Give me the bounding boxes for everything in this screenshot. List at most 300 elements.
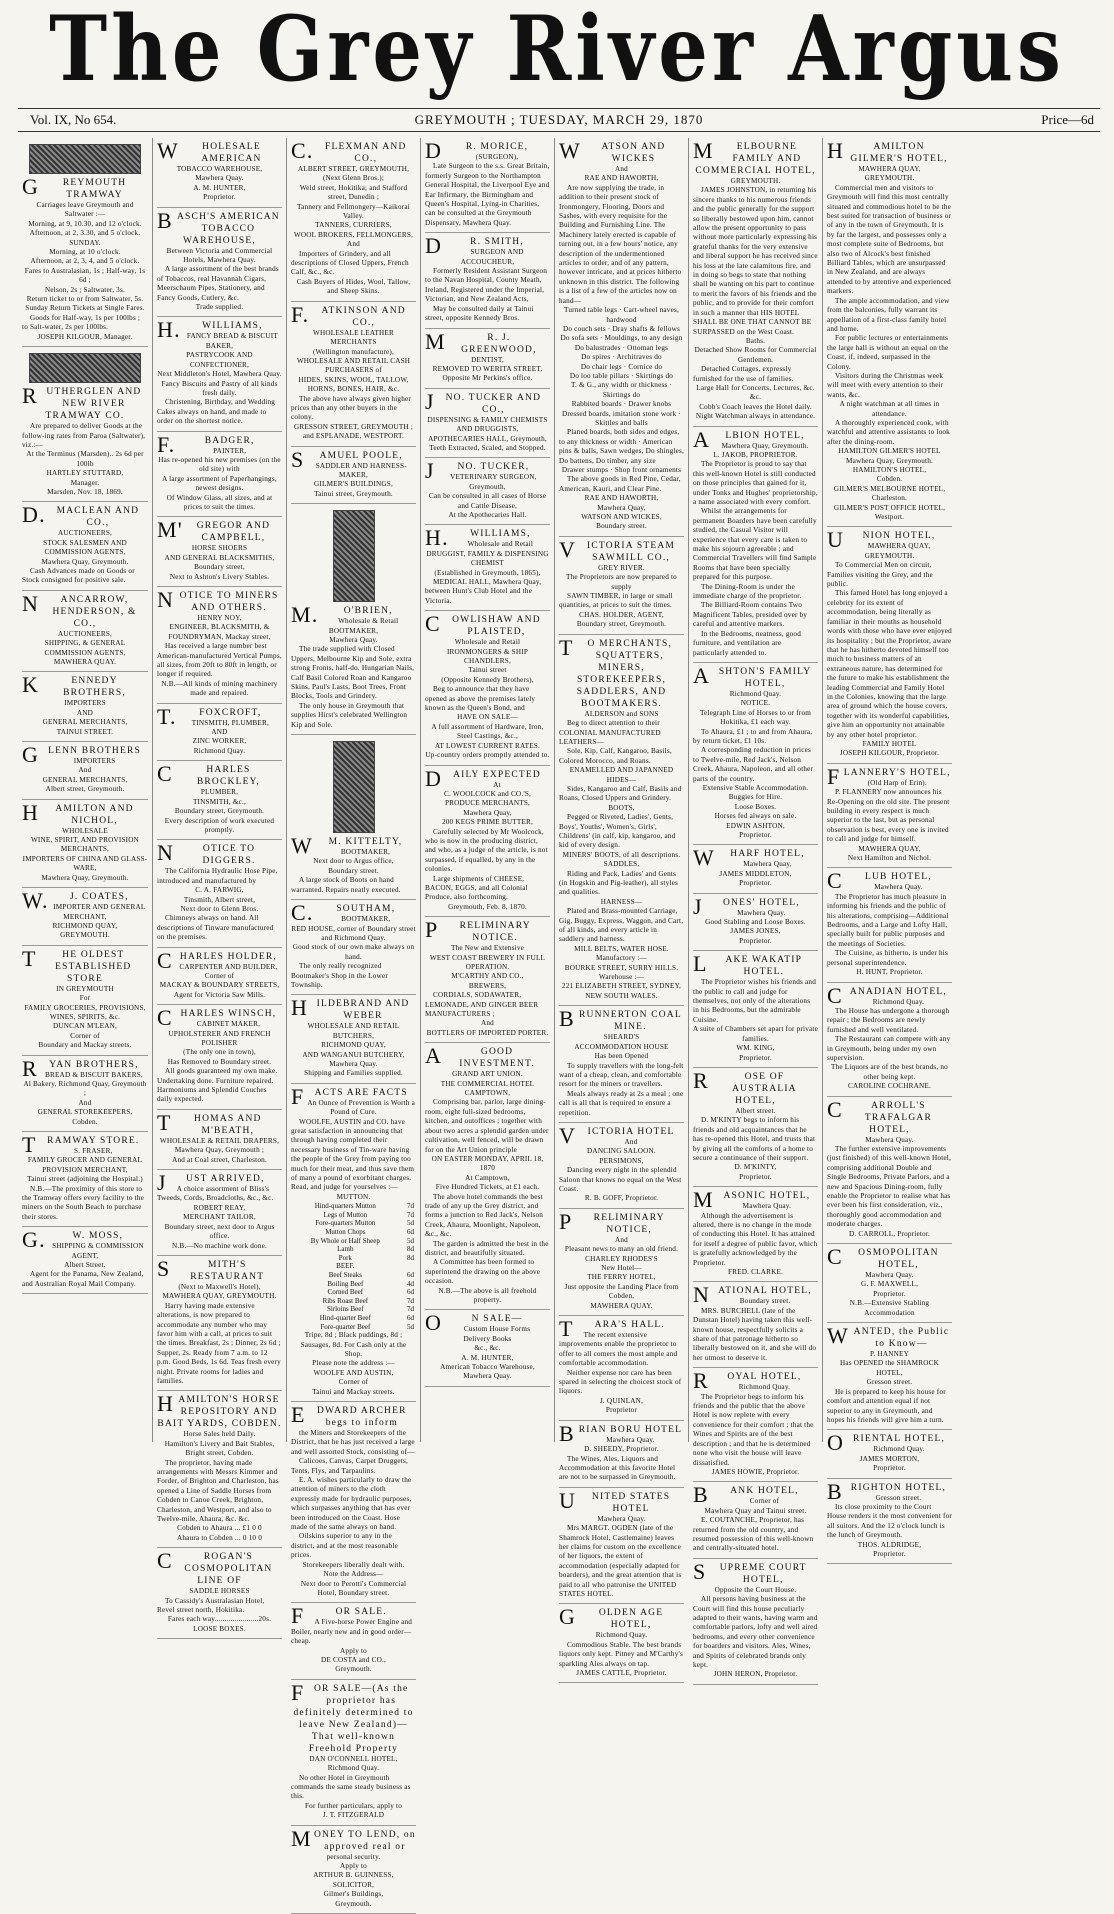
advertisement-text: The above hotel commands the best trade of any up the Grey district, and forms a junction to Red Jack's, Nelson Creek, Ahaura, Moonlight, Napoleon, &c., &c. bbox=[425, 1192, 544, 1239]
advertisement-heading: WHARF HOTEL, bbox=[693, 845, 805, 871]
advertisement-text: Has OPENED the SHAMROCK HOTEL, bbox=[839, 1359, 940, 1377]
advertisement-heading: TARA'S HALL. bbox=[559, 1316, 665, 1342]
advertisement-text: Sunday Return Tickets at Single Fares. bbox=[25, 304, 145, 313]
advertisement-text: The Proprietor begs to inform his friends and the public that the above Hotel is now replete with every convenience for their comfort ; that the Wines and Spirits are of the best description ; and that he is determined none who visit the house will leave dissatisfied. bbox=[693, 1392, 814, 1467]
advertisement-text: A corresponding reduction in prices to Twelve-mile, Red Jack's, Nelson Creek, Ahaura, Napoleon, and all other parts of the country. bbox=[693, 746, 814, 783]
advertisement-text: Al Bakery, Richmond Quay, Greymouth ; bbox=[23, 1079, 147, 1098]
advertisement-text: At Camptown, bbox=[465, 1173, 510, 1182]
advertisement bbox=[157, 317, 282, 431]
advertisement-text: SHIPPING, & GENERAL COMMISSION AGENTS, bbox=[44, 639, 126, 657]
advertisement-text: (SURGEON), bbox=[475, 153, 519, 161]
advertisement bbox=[693, 1368, 818, 1482]
advertisement bbox=[693, 1282, 818, 1368]
advertisement-text: the Miners and Storekeepers of the District, that he has just received a large and well assorted Stock, consisting of— bbox=[291, 1429, 415, 1456]
advertisement bbox=[559, 1209, 684, 1316]
column-5 bbox=[554, 138, 688, 1677]
advertisement-heading: THOMAS AND M'BEATH, bbox=[157, 1109, 262, 1136]
price-row bbox=[291, 1305, 416, 1314]
advertisement-text: Large shipments of CHEESE, BACON, EGGS, and all Colonial Produce, also forthcoming. bbox=[425, 874, 528, 902]
advertisement bbox=[157, 704, 282, 762]
advertisement-text: Tainui street (adjoining the Hospital.) bbox=[27, 1175, 143, 1184]
advertisement-text: NOTICE. bbox=[740, 699, 771, 708]
price-item: BEEF. bbox=[336, 1262, 355, 1271]
advertisement-text: WHOLESALE AND RETAIL BUTCHERS, bbox=[307, 1022, 400, 1040]
price-row bbox=[291, 1323, 416, 1332]
advertisement-heading: C.FLEXMAN AND CO., bbox=[291, 138, 407, 164]
advertisement-text: Next door to Glenn Bros. bbox=[180, 904, 259, 913]
advertisement-text: C. WOOLCOCK and CO.'S, bbox=[443, 789, 532, 798]
advertisement-text: ENAMELLED AND JAPANNED HIDES— bbox=[569, 766, 674, 784]
advertisement-text: The further extensive improvements (just finished) of this well-known Hotel, comprising additional Double and Single Bedrooms, Private Parlors, and a new and Spacious Dining-room, fully enable the Proprietor to realise what has ever been his first consideration, viz., thoroughly good accommodation and moderate charges. bbox=[827, 1144, 951, 1229]
advertisement-text: Horses fed always on sale. bbox=[714, 812, 797, 821]
advertisement-text: (Established in Greymouth, 1865), bbox=[434, 568, 541, 577]
advertisement-text: Turned table legs · Cart-wheel naves, hardwood bbox=[564, 306, 679, 324]
advertisement-text: TANNERS, CURRIERS, bbox=[315, 221, 392, 230]
advertisement-heading: DAILY EXPECTED bbox=[425, 765, 541, 791]
advertisement-text: PERSIMONS, bbox=[599, 1156, 644, 1165]
advertisement-heading: JNO. TUCKER AND CO., bbox=[425, 388, 542, 415]
advertisement-text: JOSEPH KILGOUR, Manager. bbox=[37, 332, 133, 341]
advertisement-text: May be consulted daily at Tainui street, opposite Kennedy Bros. bbox=[425, 304, 534, 323]
price-item: Pork bbox=[338, 1253, 352, 1262]
price-row bbox=[291, 1254, 416, 1263]
advertisement-heading: CANADIAN HOTEL, bbox=[827, 982, 947, 1008]
advertisement-text: Next to Ashton's Livery Stables. bbox=[169, 572, 270, 581]
advertisement-heading: NATIONAL HOTEL, bbox=[693, 1282, 812, 1308]
price-value: 6d bbox=[407, 1271, 414, 1279]
advertisement-text: To Cassidy's Australasian Hotel, Revel street north, Hokitika. bbox=[157, 1596, 265, 1615]
advertisement bbox=[291, 302, 416, 447]
price-item: Fore-quarters Mutton bbox=[315, 1219, 376, 1228]
advertisement bbox=[559, 138, 684, 537]
advertisement bbox=[291, 1680, 416, 1826]
advertisement-text: EDWIN ASHTON, bbox=[726, 821, 785, 830]
advertisement bbox=[157, 208, 282, 318]
advertisement-text: Tannery and Fellmongery—Kaikorai Valley. bbox=[297, 202, 410, 221]
column-2 bbox=[152, 138, 286, 1633]
advertisement-text: R. B. GOFF, Proprietor. bbox=[584, 1194, 659, 1203]
column-7 bbox=[822, 138, 956, 1558]
advertisement-heading: FACTS ARE FACTS bbox=[291, 1083, 408, 1109]
advertisement-text: JOHN HERON, Proprietor. bbox=[713, 1670, 798, 1679]
advertisement bbox=[425, 611, 550, 765]
advertisement-text: MINERS' BOOTS, of all descriptions. bbox=[562, 850, 681, 859]
advertisement-heading: JONES' HOTEL, bbox=[693, 893, 800, 919]
advertisement-text: Commercial men and visitors to Greymouth will find this most centrally situated and commodious hotel to be the best suited for transaction of business or of any in the town of Greymouth. It is by far the largest, and possesses only a most complete suite of Bedrooms, but also two of Alcock's best finished Billiard Tables, which are unsurpassed in New Zealand, and are always attended to by attentive and experienced markers. bbox=[827, 183, 952, 296]
advertisement-heading: THE OLDEST ESTABLISHED STORE bbox=[22, 945, 132, 984]
price-row bbox=[291, 1280, 416, 1289]
advertisement bbox=[157, 1110, 282, 1170]
advertisement-text: SADDLE HORSES bbox=[189, 1587, 250, 1596]
advertisement-text: Opposite Mr Perkins's office. bbox=[442, 374, 533, 383]
advertisement-text: ZINC WORKER, bbox=[192, 737, 247, 746]
advertisement-text: Westport. bbox=[874, 513, 905, 522]
advertisement-text: Pegged or Riveted, Ladies', Gents, Boys', Youths', Women's, Girls', Childrens' (in calf, kip, kangaroo, and kid of every design. bbox=[559, 813, 676, 850]
advertisement-text: JAMES MORTON, bbox=[859, 1454, 920, 1463]
advertisement bbox=[559, 1316, 684, 1421]
advertisement-text: Mawhera Quay, Greymouth. bbox=[41, 873, 129, 882]
advertisement-text: American Tobacco Warehouse, bbox=[440, 1363, 535, 1372]
advertisement-text: At bbox=[493, 780, 501, 789]
advertisement-text: DISPENSING & FAMILY CHEMISTS AND DRUGGISTS, bbox=[427, 415, 548, 434]
advertisement bbox=[22, 946, 148, 1056]
advertisement bbox=[827, 983, 952, 1097]
advertisement-text: Richmond Quay. bbox=[729, 689, 782, 698]
advertisement-text: IRONMONGERS & SHIP CHANDLERS, bbox=[446, 647, 529, 666]
price-value: 8d bbox=[407, 1245, 414, 1254]
advertisement-text: FAMILY GROCERIES, PROVISIONS, WINES, SPIRITS, &c. bbox=[24, 1003, 146, 1021]
advertisement-text: JAMES CATTLE, Proprietor. bbox=[576, 1669, 667, 1677]
advertisement-text: AUCTIONEERS, bbox=[57, 629, 113, 638]
advertisement-text: Albert street. bbox=[735, 1106, 776, 1115]
advertisement-text: Agent for the Panama, New Zealand, and Australian Royal Mail Company. bbox=[22, 1270, 144, 1288]
advertisement-text: Beg to announce that they have opened as above the premises lately known as the Queen's Bond, and bbox=[425, 685, 536, 713]
advertisement-text: TAINUI STREET. bbox=[56, 727, 114, 736]
advertisement-text: Drawer stumps · Shop front ornaments bbox=[561, 466, 682, 474]
advertisement-text: A choice assortment of Bliss's Tweeds, Cords, Broadcloths, &c., &c. bbox=[157, 1185, 274, 1203]
advertisement bbox=[559, 1123, 684, 1209]
advertisement-text: TINSMITH, PLUMBER, bbox=[191, 718, 269, 727]
advertisement-text: Richmond Quay. bbox=[873, 1445, 925, 1454]
advertisement-text: MAWHERA QUAY. bbox=[53, 658, 117, 666]
advertisement-text: Visitors during the Christmas week will meet with every attention to their wants, &c. bbox=[827, 371, 944, 399]
advertisement-text: SHIPPING & COMMISSION AGENT, bbox=[52, 1242, 144, 1260]
advertisement-heading: VICTORIA STEAM SAWMILL CO., bbox=[559, 536, 676, 563]
advertisement-heading: ASHTON'S FAMILY HOTEL, bbox=[693, 662, 812, 689]
advertisement-text: Storekeepers liberally dealt with. bbox=[302, 1560, 405, 1569]
advertisement-text: To Ahaura, £1 ; to and from Ahaura, by return ticket, £1 10s. bbox=[693, 727, 813, 745]
advertisement-text: Beg to direct attention to their COLONIAL MANUFACTURED LEATHERS— bbox=[559, 719, 661, 746]
advertisement-text: Has re-opened his new premises (on the old site) with bbox=[158, 455, 281, 474]
advertisement bbox=[22, 1132, 148, 1227]
advertisement-text: BOOTMAKER, bbox=[328, 626, 379, 635]
advertisement-text: Sole, Kip, Calf, Kangaroo, Basils, Colored Morocco, and Roans. bbox=[559, 747, 672, 765]
advertisement bbox=[291, 900, 416, 995]
advertisement-text: Cobden. bbox=[876, 475, 903, 484]
advertisement-text: 200 KEGS PRIME BUTTER, bbox=[441, 818, 534, 827]
price-item: Fore-quarter Beef bbox=[320, 1322, 371, 1331]
advertisement-heading: FOR SALE. bbox=[291, 1603, 387, 1629]
advertisement-text: Next Middleton's Hotel, Mawhera Quay. bbox=[157, 370, 282, 379]
advertisement-heading: FOR SALE—(As the proprietor has definitely determined to leave New Zealand)—That well-known Freehold Property bbox=[291, 1679, 414, 1754]
price-value bbox=[400, 1262, 416, 1271]
advertisement-heading: CHARLES BROCKLEY, bbox=[157, 761, 261, 788]
advertisement-text: DUNCAN M'LEAN, bbox=[53, 1022, 117, 1031]
advertisement-text: HORSE SHOERS bbox=[191, 544, 248, 553]
advertisement-text: Can be consulted in all cases of Horse and Cattle Disease, bbox=[428, 492, 547, 510]
advertisement-text: JAMES HOWIE, Proprietor. bbox=[711, 1467, 800, 1476]
advertisement-text: Corner of bbox=[70, 1031, 100, 1040]
advertisement-text: For public lectures or entertainments the large hall is without an equal on the Coast, if, indeed, surpassed in the Colony. bbox=[827, 334, 949, 371]
advertisement-text: To Commercial Men on circuit, Families visiting the Grey, and the public. bbox=[827, 561, 933, 589]
advertisement-text: Richmond Quay. bbox=[193, 746, 246, 755]
advertisement-heading: RUTHERGLEN AND NEW RIVER TRAMWAY CO. bbox=[22, 383, 142, 422]
advertisement-text: JAMES JOHNSTON, in returning his sincere thanks to his numerous friends and the public generally for the support so liberally bestowed upon him, cannot allow the present opportunity to pass without more particularly expressing his grateful thanks for the very extensive and liberal support he has received since his loss at the late calamitous fire, and in doing so begs to state that nothing shall be wanting on his part to continue to merit the favors of his friends and the public, and to provide for their comfort in such a manner that HIS HOTEL SHALL BE ONE THAT CANNOT BE SURPASSED on the West Coast. bbox=[693, 186, 818, 336]
advertisement-text: P. HANNEY bbox=[870, 1350, 909, 1359]
advertisement-text: Carriages leave Greymouth and Saltwater :— bbox=[36, 201, 134, 219]
advertisement-text: MILL BELTS, WATER HOSE. bbox=[574, 944, 669, 953]
advertisement-text: No other Hotel in Greymouth commands the same steady business as this. bbox=[291, 1773, 411, 1801]
advertisement-text: IMPORTER AND GENERAL MERCHANT, bbox=[53, 903, 146, 921]
advertisement-text: MUTTON. bbox=[336, 1192, 371, 1201]
advertisement-text: IMPORTERS bbox=[73, 757, 116, 766]
advertisement bbox=[22, 672, 148, 742]
advertisement-text: Opposite the Court House. bbox=[714, 1585, 797, 1594]
advertisement-heading: W.J. COATES, bbox=[22, 888, 129, 914]
advertisement-text: GILMER'S POST OFFICE HOTEL, bbox=[833, 503, 946, 512]
advertisement-text: Morning, at 9, 10.30, and 12 o'clock. bbox=[28, 219, 142, 228]
advertisement-text: Has been Opened bbox=[594, 1052, 649, 1061]
advertisement-text: BOOTS, bbox=[608, 803, 635, 812]
advertisement-text: Trade supplied. bbox=[195, 303, 244, 312]
advertisement-text: Gresson street. bbox=[866, 1378, 913, 1387]
advertisement-heading: BRIGHTON HOTEL, bbox=[827, 1478, 947, 1504]
advertisement-text: (Old Harp of Erin). bbox=[867, 778, 927, 787]
advertisement-text: FRED. CLARKE. bbox=[727, 1268, 784, 1276]
advertisement-heading: HAMILTON'S HORSE REPOSITORY AND BAIT YARDS, COBDEN. bbox=[157, 1391, 282, 1430]
advertisement-text: Oilskins superior to any in the district, and at the most reasonable prices. bbox=[291, 1532, 398, 1560]
advertisement-text: The above goods in Red Pine, Cedar, American, Kauri, and Clear Pine. bbox=[559, 475, 681, 493]
advertisement-heading: DR. MORICE, bbox=[425, 138, 529, 163]
advertisement-text: N.B.—The above is all freehold property. bbox=[438, 1286, 537, 1304]
advertisement bbox=[425, 329, 550, 389]
advertisement-text: personal security. bbox=[326, 1852, 381, 1861]
advertisement-text: Proprietor. bbox=[873, 1289, 906, 1298]
advertisement-text: REMOVED TO WERITA STREET, bbox=[432, 364, 543, 373]
advertisement-text: Next door to Perotti's Commercial Hotel, Boundary street. bbox=[300, 1579, 407, 1597]
advertisement-text: The recent extensive improvements enable the proprietor to offer to all comers the most ample and comfortable accommodation. bbox=[559, 1331, 678, 1368]
advertisement-text: WOOLFE AND AUSTIN, bbox=[313, 1368, 394, 1377]
advertisement-text: Mawhera Quay, bbox=[597, 503, 646, 512]
advertisement-text: Do loo table pillars · Skirtings do bbox=[569, 371, 674, 380]
advertisement-text: GREYMOUTH. bbox=[864, 174, 915, 183]
advertisement-text: Mawhera Quay. bbox=[597, 1514, 646, 1523]
advertisement-text: Fares to Australasian, 1s ; Half-way, 1s 6d ; bbox=[24, 266, 146, 285]
advertisement-text: WATSON AND WICKES, bbox=[581, 513, 662, 522]
boot-illustration bbox=[333, 741, 375, 833]
advertisement-heading: CARROLL'S TRAFALGAR HOTEL, bbox=[827, 1096, 932, 1135]
advertisement-heading: COSMOPOLITAN HOTEL, bbox=[827, 1244, 939, 1271]
advertisement-text: Mawhera Quay. bbox=[195, 174, 244, 183]
advertisement-text: Carefully selected by Mr Woolcock, who is now in the producing district, and who, as a judge of the article, is not surpassed, if equalled, by any in the colonies. bbox=[425, 827, 548, 874]
advertisement-text: The trade supplied with Closed Uppers, Melbourne Kip and Sole, extra strong Fronts, half-do. Hungarian Nails, Calf Basil Colored Roan and Kangaroo Skins, Paul's Lasts, Boot Trees, Front Blocks, Tools and Grindery. bbox=[291, 645, 415, 701]
advertisement-text: Charleston. bbox=[871, 494, 908, 503]
advertisement bbox=[559, 1488, 684, 1605]
advertisement-text: RICHMOND QUAY, bbox=[321, 1041, 386, 1050]
advertisement-heading: F.BADGER, bbox=[157, 431, 255, 457]
advertisement-text: Teeth Extracted, Scaled, and Stopped. bbox=[429, 443, 546, 452]
advertisement-text: Goods for Half-way, 1s per 100lbs ; to Salt-water, 2s per 100lbs. bbox=[22, 313, 141, 332]
advertisement-heading: KENNEDY BROTHERS, bbox=[22, 672, 126, 699]
advertisement-text: CABINET MAKER, bbox=[196, 1020, 261, 1029]
advertisement-text: ENGINEER, BLACKSMITH, & FOUNDRYMAN, Mackay street, bbox=[168, 623, 271, 641]
advertisement-text: The Proprietor wishes his friends and the public to call and judge for themselves, not only of the alterations in his Bedrooms, but the admirable Cuisine. bbox=[693, 978, 816, 1024]
advertisement-heading: HAMILTON AND NICHOL, bbox=[22, 799, 134, 826]
advertisement-text: GRESSON STREET, GREYMOUTH ; and ESPLANADE, WESTPORT. bbox=[293, 422, 414, 441]
advertisement-text: SURGEON AND ACCOUCHEUR, bbox=[460, 248, 524, 266]
advertisement-text: The proprietor, having made arrangements with Messrs Kimmer and Forder, of Brighton and Charleston, has opened a Line of Saddle Horses from Cobden to Canoe Creek, Brighton, Charleston, and Westport, and also to Twelve-mile, Ahaura, &c. &c. bbox=[157, 1458, 279, 1524]
advertisement-text: MRS. BURCHELL (late of the Dunstan Hotel) having taken this well-known house, respectfully solicits a share of that patronage hitherto so liberally bestowed on it, and she will do her utmost to deserve it. bbox=[693, 1306, 817, 1362]
advertisement bbox=[693, 1559, 818, 1685]
advertisement-text: JOSEPH KILGOUR, Proprietor. bbox=[839, 749, 940, 758]
advertisement-heading: CLUB HOTEL, bbox=[827, 868, 932, 894]
advertisement-columns bbox=[18, 138, 1100, 1908]
advertisement-text: GENERAL MERCHANTS, bbox=[42, 775, 128, 784]
advertisement-text: GREYMOUTH. bbox=[60, 931, 110, 940]
advertisement bbox=[291, 995, 416, 1083]
advertisement bbox=[157, 840, 282, 947]
advertisement-text: BOOTMAKER, bbox=[341, 915, 391, 924]
advertisement-heading: TRAMWAY STORE. bbox=[22, 1132, 140, 1157]
advertisement-text: SADDLES, bbox=[603, 860, 640, 869]
advertisement-text: A large stock of Boots on hand warranted. Repairs neatly executed. bbox=[291, 876, 401, 894]
advertisement-text: E. A. wishes particularly to draw the attention of miners to the cloth expressly made for hydraulic purposes, which surpasses anything that has ever been introduced on the Coast. Hose made of the same always on hand. bbox=[291, 1476, 412, 1532]
advertisement-text: Mawhera Quay. bbox=[742, 1202, 792, 1211]
advertisement-text: Proprietor. bbox=[739, 936, 772, 945]
advertisement-text: Just opposite the Landing Place from Cobden, bbox=[564, 1282, 679, 1301]
advertisement-text: Next door to Argus office, bbox=[313, 857, 394, 866]
advertisement-heading: VICTORIA HOTEL bbox=[559, 1122, 675, 1148]
advertisement-text: C. A. FARWIG, bbox=[195, 886, 244, 895]
advertisement-text: D. CARROLL, Proprietor. bbox=[848, 1229, 931, 1238]
advertisement-text: Do couch sets · Dray shafts & fellows bbox=[563, 324, 680, 333]
price-row bbox=[291, 1314, 416, 1323]
advertisement-heading: H.WILLIAMS, bbox=[425, 525, 531, 551]
advertisement-heading: BASCH'S AMERICAN TOBACCO WAREHOUSE, bbox=[157, 207, 280, 246]
advertisement-text: Proprietor bbox=[605, 1406, 638, 1415]
advertisement-text: FANCY BREAD & BISCUIT BAKER, bbox=[186, 332, 278, 350]
advertisement-text: GRAND ART UNION. bbox=[452, 1070, 523, 1079]
advertisement-text: Albert Street. bbox=[64, 1261, 106, 1270]
advertisement-text: RAE AND HAWORTH, bbox=[584, 174, 659, 183]
advertisement-text: Baths. bbox=[745, 336, 766, 345]
advertisement-text: PRODUCE MERCHANTS, bbox=[444, 799, 531, 808]
advertisement bbox=[22, 138, 148, 347]
advertisement bbox=[157, 517, 282, 587]
advertisement-text: Plated and Brass-mounted Carriage, Gig, Buggy, Express, Waggon, and Cart, of all kinds, and every article in saddlery and harness. bbox=[559, 907, 684, 944]
advertisement-text: BOOTMAKER, bbox=[340, 848, 391, 857]
advertisement-text: WOOLFE, AUSTIN and CO. have great satisfaction in announcing that through having completed their necessary business of Tin-ware having the people of the Grey from paying too much for their meat, and thus save them of many a pound of exorbitant charges. Read, and judge for yourselves :— bbox=[291, 1117, 415, 1192]
advertisement-text: JAMES JONES, bbox=[730, 927, 781, 936]
advertisement-text: For bbox=[79, 994, 91, 1003]
advertisement-text: SAWN TIMBER, in large or small quantities, at prices to suit the times. bbox=[559, 592, 673, 610]
advertisement-text: A. M. HUNTER, bbox=[193, 183, 246, 192]
advertisement-text: Mawhera Quay. bbox=[874, 883, 923, 892]
advertisement-text: The Liquors are of the best brands, no other being kept. bbox=[831, 1063, 948, 1081]
advertisement-text: THOS. ALDRIDGE, bbox=[857, 1540, 922, 1549]
advertisement-heading: M'GREGOR AND CAMPBELL, bbox=[157, 517, 271, 544]
advertisement-text: E. COUTANCHE, Proprietor, has returned from the old country, and resumed possession of this well-known and centrally-situated hotel. bbox=[693, 1516, 814, 1553]
advertisement-heading: SUPREME COURT HOTEL, bbox=[693, 1558, 807, 1585]
advertisement-text: GENERAL MERCHANTS, bbox=[42, 718, 128, 727]
advertisement-text: Apply to bbox=[340, 1646, 367, 1655]
price-value: 7d bbox=[407, 1305, 414, 1314]
advertisement bbox=[157, 948, 282, 1006]
advertisement bbox=[291, 138, 416, 302]
advertisement-text: Corner of bbox=[749, 1497, 780, 1506]
advertisement-text: (Next to Maxwell's Hotel), bbox=[178, 1282, 261, 1291]
advertisement-text: (Opposite Kennedy Brothers), bbox=[441, 675, 534, 684]
advertisement-text: Cash Buyers of Hides, Wool, Tallow, and Sheep Skins. bbox=[296, 277, 411, 296]
advertisement bbox=[559, 1006, 684, 1123]
advertisement-heading: WATSON AND WICKES bbox=[559, 138, 666, 164]
advertisement-heading: NOTICE TO MINERS AND OTHERS. bbox=[157, 587, 279, 613]
advertisement-text: WHOLESALE LEATHER MERCHANTS bbox=[312, 328, 395, 347]
advertisement-text: BOTTLERS OF IMPORTED PORTER. bbox=[426, 1028, 549, 1037]
meat-price-list bbox=[291, 1202, 416, 1331]
advertisement-text: DE COSTA and CO., bbox=[321, 1655, 386, 1664]
advertisement-text: A thoroughly experienced cook, with watchful and attentive assistants to look after the dining-room. bbox=[827, 418, 950, 446]
advertisement-text: AND WANGANUI BUTCHERY, bbox=[302, 1050, 405, 1059]
advertisement-text: J. QUINLAN, bbox=[599, 1396, 644, 1405]
advertisement-heading: WM. KITTELTY, bbox=[291, 833, 403, 859]
advertisement-text: MERCHANT TAILOR, bbox=[183, 1213, 256, 1222]
advertisement bbox=[693, 138, 818, 427]
advertisement-text: All goods guaranteed my own make. Undertaking done. Furniture repaired. Harmoniums and Splendid Couches daily expected. bbox=[157, 1067, 278, 1104]
column-3 bbox=[286, 138, 420, 1908]
price-row bbox=[291, 1288, 416, 1297]
price-item: Sirloins Beef bbox=[326, 1305, 364, 1314]
advertisement-text: 221 ELIZABETH STREET, SYDNEY, bbox=[561, 982, 682, 991]
advertisement-text: Manufactory :— bbox=[596, 954, 647, 963]
advertisement-text: ALBERT STREET, GREYMOUTH, bbox=[297, 165, 410, 173]
advertisement-text: An Ounce of Prevention is Worth a Pound of Cure. bbox=[307, 1098, 416, 1117]
advertisement bbox=[827, 868, 952, 982]
advertisement-text: Night Watchman always in attendance. bbox=[695, 412, 816, 421]
advertisement-text: TINSMITH, &c., bbox=[192, 797, 247, 806]
advertisement-text: Mawhera Quay and Tainui street. bbox=[704, 1506, 807, 1515]
advertisement-heading: GOLDEN AGE HOTEL, bbox=[559, 1604, 664, 1631]
price-item: Corned Beef bbox=[327, 1288, 364, 1297]
advertisement-text: RED HOUSE, corner of Boundary street and Richmond Quay. bbox=[291, 924, 416, 942]
advertisement-text: Weld street, Hokitika; and Stafford street, Dunedin ; bbox=[299, 183, 408, 202]
advertisement-text: TOBACCO WAREHOUSE, bbox=[176, 165, 263, 173]
advertisement-text: Are now supplying the trade, in addition to their present stock of Ironmongery, Flooring, Doors and Sashes, with every requisite for the Building and Furnishing Line. The Machinery lately erected is capable of turning out, in a few hours' notice, any description of the undermentioned articles to order, and of any pattern, however intricate, and at prices hitherto unknown in this district. The following is a list of a few of the articles now on hand— bbox=[559, 183, 682, 305]
advertisement-heading: WANTED, the Public to Know— bbox=[827, 1323, 950, 1350]
advertisement-text: ON EASTER MONDAY, APRIL 18, 1870 bbox=[431, 1154, 544, 1173]
advertisement-text: Afternoon, at 2, 3.30, and 5 o'clock. bbox=[29, 229, 141, 238]
advertisement-text: Greymouth. bbox=[335, 1665, 372, 1674]
advertisement bbox=[827, 1323, 952, 1430]
advertisement-text: GREY RIVER. bbox=[598, 563, 645, 572]
advertisement-text: Do chair legs · Cornice do bbox=[580, 362, 663, 371]
advertisement-text: And bbox=[615, 165, 628, 173]
advertisement-text: WINE, SPIRIT, AND PROVISION MERCHANTS, bbox=[30, 836, 140, 854]
advertisement-text: Gresson street. bbox=[875, 1493, 922, 1502]
advertisement bbox=[425, 233, 550, 328]
advertisement-text: Richmond Quay. bbox=[595, 1631, 648, 1640]
advertisement-text: Warehouse :— bbox=[598, 973, 645, 982]
price-item: Hind-quarter Beef bbox=[319, 1313, 371, 1322]
advertisement-heading: BANK HOTEL, bbox=[693, 1482, 799, 1508]
advertisement-text: Please note the address :— bbox=[312, 1359, 395, 1368]
advertisement bbox=[425, 458, 550, 525]
advertisement bbox=[693, 845, 818, 893]
advertisement-text: Every description of work executed promptly. bbox=[164, 816, 275, 834]
price-item: Legs of Mutton bbox=[323, 1210, 368, 1219]
advertisement-text: GREYMOUTH. bbox=[864, 551, 915, 560]
advertisement-text: Proprietor. bbox=[739, 879, 772, 888]
advertisement-text: Are prepared to deliver Goods at the follow-ing rates from Paroa (Saltwater), viz.:— bbox=[22, 422, 146, 449]
advertisement-text: P. FLANNERY now announces his Re-Opening on the old site. The present building in every respect is much superior to the last, but as personal observation is best, every one is invited to call and judge for himself. bbox=[827, 788, 950, 844]
dateline bbox=[18, 108, 1100, 132]
advertisement bbox=[425, 1043, 550, 1310]
advertisement-text: Christening, Birthday, and Wedding Cakes always on hand, and made to order on the shortest notice. bbox=[157, 398, 276, 426]
advertisement-text: G. F. MAXWELL, bbox=[860, 1280, 919, 1289]
advertisement bbox=[22, 591, 148, 673]
price-row bbox=[291, 1202, 416, 1211]
advertisement-text: He is prepared to keep his house for comfort and attention equal if not superior to any in Greymouth, and hopes his friends will give him a turn. bbox=[827, 1387, 946, 1424]
